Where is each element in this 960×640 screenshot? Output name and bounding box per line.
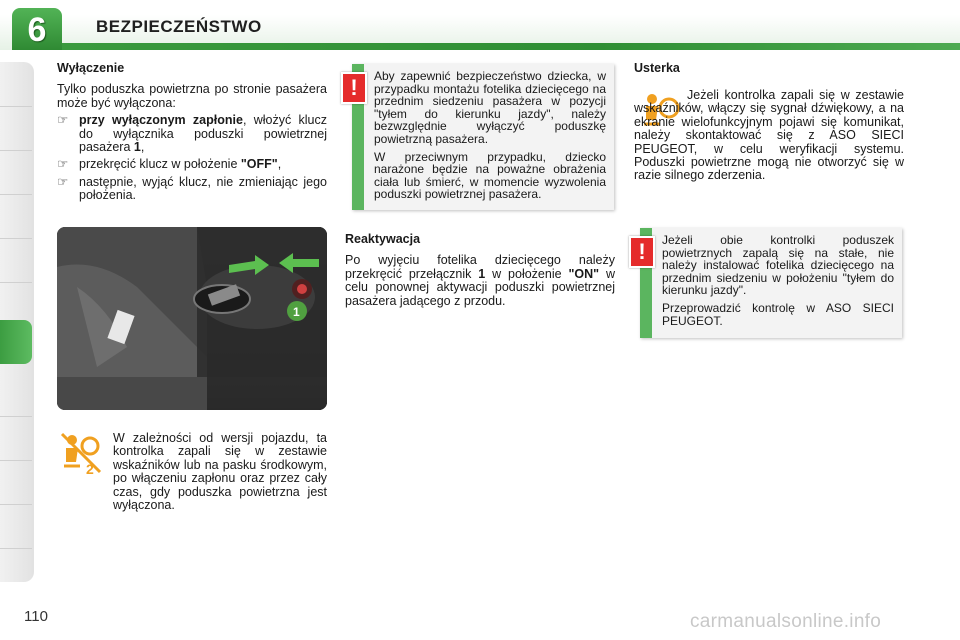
bullet-text: , xyxy=(140,140,145,155)
airbag-off-indicator-icon xyxy=(60,432,104,481)
switch-number: 1 xyxy=(478,266,486,281)
chapter-tab-5[interactable] xyxy=(0,238,32,283)
bullet-bold: przy wyłączonym zapłonie xyxy=(79,113,243,128)
chapter-tab-1[interactable] xyxy=(0,62,32,107)
deactivation-section xyxy=(57,62,327,203)
fault-text: Jeżeli kontrolka zapali się w zestawie wskaźników, włączy się sygnał dźwiękowy, a na ekranie wielofunkcyjnym pojawi się komunikat, należy skontaktować się z ASO SIECI PEUGEOT, w celu weryfikacji systemu. Poduszki powietrzne mogą nie otworzyć się w razie silnego zderzenia. xyxy=(634,88,904,183)
chapter-tab-3[interactable] xyxy=(0,150,32,195)
chapter-number-badge: 6 xyxy=(12,8,62,50)
chapter-tab-rail xyxy=(0,62,34,582)
chapter-tab-4[interactable] xyxy=(0,194,32,239)
warning-paragraph: W przeciwnym przypadku, dziecko narażone będzie na poważne obrażenia ciała lub śmierć, w momencie wyzwolenia poduszki powietrznej pasażera. xyxy=(374,149,606,202)
airbag-switch-photo xyxy=(57,227,327,410)
deactivation-intro: Tylko poduszka powietrzna po stronie pasażera może być wyłączona: xyxy=(57,82,327,110)
chapter-tab-8[interactable] xyxy=(0,416,32,461)
reactivation-text: w położenie xyxy=(485,266,569,281)
bullet-bold: 1 xyxy=(133,140,141,155)
fault-section xyxy=(634,62,904,83)
warning-paragraph: Jeżeli obie kontrolki poduszek powietrznych zapalą się na stałe, nie należy instalować fotelika dziecięcego na przednim siedzeniu w położeniu "tyłem do kierunku jazdy". xyxy=(662,233,894,298)
bullet-text: , xyxy=(277,157,282,172)
chapter-tab-9[interactable] xyxy=(0,460,32,505)
list-item xyxy=(57,158,327,171)
child-seat-warning-box xyxy=(352,64,614,210)
chapter-tab-10[interactable] xyxy=(0,504,32,549)
list-item xyxy=(57,176,327,203)
warning-paragraph: Aby zapewnić bezpieczeństwo dziecka, w przypadku montażu fotelika dziecięcego na przednim siedzeniu pasażera w pozycji "tyłem do kierunku jazdy", należy bezwzględnie wyłączyć poduszkę powietrzną pasażera. xyxy=(374,69,606,146)
bullet-bold: "OFF" xyxy=(240,157,278,172)
page-number: 110 xyxy=(24,608,48,625)
fault-heading: Usterka xyxy=(634,61,680,75)
reactivation-heading: Reaktywacja xyxy=(345,232,421,246)
warning-exclamation-icon: ! xyxy=(629,236,655,268)
on-position: "ON" xyxy=(568,266,600,281)
bullet-text: następnie, wyjąć klucz, nie zmieniając jego położenia. xyxy=(79,174,327,203)
reactivation-text: Po wyjęciu fotelika dziecięcego należy przekręcić przełącznik xyxy=(345,253,615,281)
indicator-description xyxy=(113,432,327,512)
warning-exclamation-icon: ! xyxy=(341,72,367,104)
chapter-tab-2[interactable] xyxy=(0,106,32,151)
chapter-tab-7[interactable] xyxy=(0,372,32,417)
both-lights-warning-box xyxy=(640,228,902,338)
airbag-switch-illustration xyxy=(57,227,327,410)
list-item xyxy=(57,114,327,154)
pointing-hand-icon: ☞ xyxy=(57,174,69,189)
fault-text-block xyxy=(634,89,904,183)
pointing-hand-icon: ☞ xyxy=(57,157,69,172)
reactivation-section xyxy=(345,233,615,308)
chapter-tab-6-active[interactable] xyxy=(0,320,32,364)
bullet-text: , włożyć klucz do wyłącznika poduszki powietrznej pasażera xyxy=(79,113,328,155)
deactivation-heading: Wyłączenie xyxy=(57,61,125,75)
warning-paragraph: Przeprowadzić kontrolę w ASO SIECI PEUGEOT. xyxy=(662,300,894,328)
watermark: carmanualsonline.info xyxy=(690,611,882,632)
pointing-hand-icon: ☞ xyxy=(57,113,69,128)
indicator-text: W zależności od wersji pojazdu, ta kontrolka zapali się w zestawie wskaźników lub na pasku środkowym, po włączeniu zapłonu oraz przez cały czas, gdy poduszka powietrzna jest wyłączona. xyxy=(113,431,327,513)
header-rule xyxy=(60,43,960,50)
reactivation-text: w celu ponownej aktywacji poduszki powietrznej pasażera jadącego z przodu. xyxy=(345,266,615,308)
callout-1-label: 1 xyxy=(293,305,300,319)
bullet-text: przekręcić klucz w położenie xyxy=(79,157,241,172)
svg-text:2: 2 xyxy=(86,461,94,476)
chapter-title: BEZPIECZEŃSTWO xyxy=(96,17,262,36)
